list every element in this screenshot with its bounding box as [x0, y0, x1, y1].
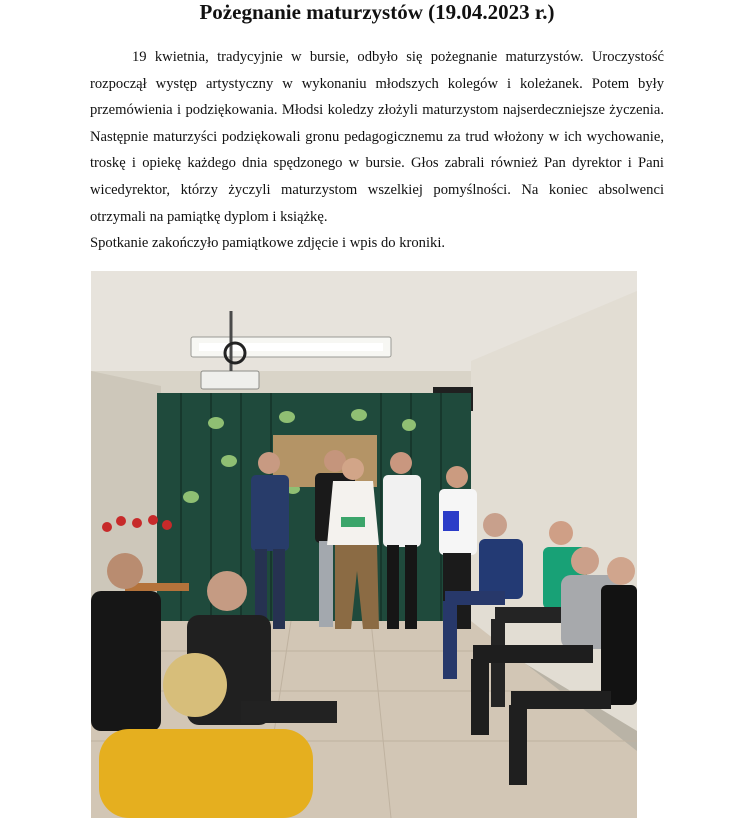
main-paragraph: [90, 44, 664, 230]
document-title: Pożegnanie maturzystów (19.04.2023 r.): [199, 0, 555, 24]
event-photo-illustration: [91, 271, 637, 818]
event-photo: [91, 271, 637, 818]
projector: [201, 371, 259, 389]
main-paragraph-text: 19 kwietnia, tradycyjnie w bursie, odbyło się pożegnanie maturzystów. Uroczystość rozpoczął występ artystyczny w wykonaniu młodszych kolegów i koleżanek. Potem były przemówienia i podziękowania. Młodsi koledzy złożyli maturzystom najserdeczniejsze życzenia. Następnie maturzyści podziękowali gronu pedagogicznemu za trud włożony w ich wychowanie, troskę i opiekę każdego dnia spędzonego w bursie. Głos zabrali również Pan dyrektor i Pani wicedyrektor, którzy życzyli maturzystom wszelkiej pomyślności. Na koniec absolwenci otrzymali na pamiątkę dyplom i książkę.: [90, 49, 664, 225]
curtain: [157, 393, 471, 631]
closing-sentence: Spotkanie zakończyło pamiątkowe zdjęcie i wpis do kroniki.: [90, 235, 446, 251]
